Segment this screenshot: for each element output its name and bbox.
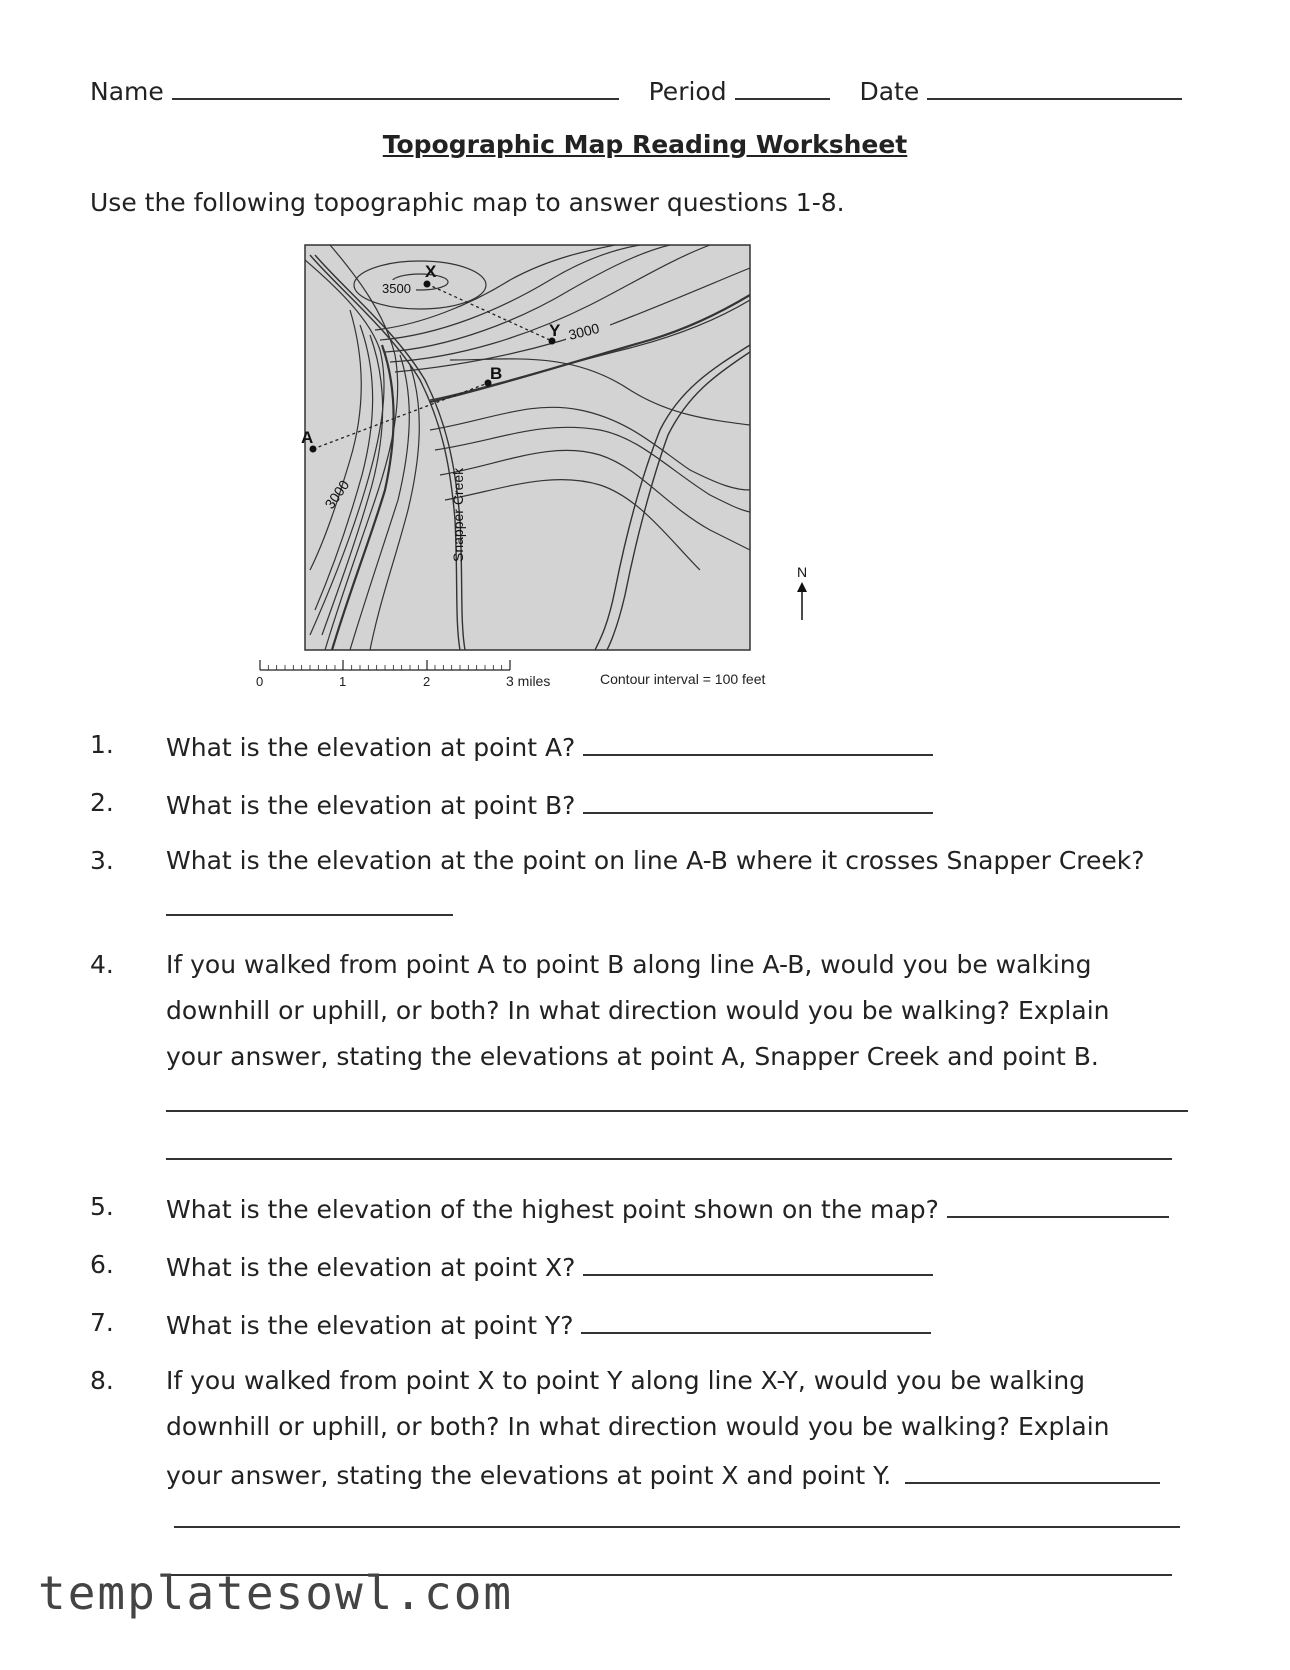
q8-answer-inline[interactable] [905,1458,1160,1484]
q6-prompt: What is the elevation at point X? [166,1253,576,1282]
date-field[interactable] [927,74,1182,100]
q6-number: 6. [90,1250,114,1279]
scale-tick-1: 1 [339,674,347,689]
point-y-label: Y [549,321,561,340]
q8-line-3: your answer, stating the elevations at point X and point Y. [166,1461,892,1490]
q5-text [166,1192,1169,1224]
contour-label-3000-top: 3000 [566,319,601,343]
point-b-label: B [490,364,503,383]
q4-line-3: your answer, stating the elevations at point A, Snapper Creek and point B. [166,1042,1099,1071]
q6-text [166,1250,933,1282]
contour-interval: Contour interval = 100 feet [600,671,766,687]
q8-number: 8. [90,1366,114,1395]
q4-answer-line-1[interactable] [166,1110,1188,1112]
q2-answer[interactable] [583,788,933,814]
q2-prompt: What is the elevation at point B? [166,791,576,820]
scale-tick-3: 3 miles [506,673,551,689]
name-field[interactable] [172,74,619,100]
north-label: N [797,564,808,580]
contour-label-3000-left: 3000 [321,477,353,512]
point-a-label: A [301,428,314,447]
q5-answer[interactable] [947,1192,1169,1218]
q7-prompt: What is the elevation at point Y? [166,1311,574,1340]
q8-line-3-wrap [166,1458,1160,1490]
north-arrow-icon [797,582,807,620]
q6-answer[interactable] [583,1250,933,1276]
point-x-marker [424,281,431,288]
q1-answer[interactable] [583,730,933,756]
scale-tick-0: 0 [256,674,264,689]
q5-number: 5. [90,1192,114,1221]
q4-line-2: downhill or uphill, or both? In what direction would you be walking? Explain [166,996,1110,1025]
period-label: Period [648,77,727,106]
q1-number: 1. [90,730,114,759]
q8-answer-line-1[interactable] [174,1526,1180,1528]
q3-prompt: What is the elevation at the point on line A-B where it crosses Snapper Creek? [166,846,1145,875]
q1-text [166,730,933,762]
q7-text [166,1308,931,1340]
scale-tick-2: 2 [423,674,431,689]
q3-answer[interactable] [166,914,453,916]
q2-text [166,788,933,820]
topographic-map [256,240,820,700]
period-field[interactable] [735,74,830,100]
q3-number: 3. [90,846,114,875]
q7-answer[interactable] [581,1308,931,1334]
q2-number: 2. [90,788,114,817]
worksheet-title: Topographic Map Reading Worksheet [382,130,908,159]
name-label: Name [90,77,164,106]
q4-line-1: If you walked from point A to point B along line A-B, would you be walking [166,950,1092,979]
contour-label-3500: 3500 [382,281,411,296]
q8-line-1: If you walked from point X to point Y along line X-Y, would you be walking [166,1366,1086,1395]
instructions: Use the following topographic map to answer questions 1-8. [90,188,845,217]
q5-prompt: What is the elevation of the highest point shown on the map? [166,1195,939,1224]
point-x-label: X [425,262,437,281]
q4-answer-line-2[interactable] [166,1158,1172,1160]
q7-number: 7. [90,1308,114,1337]
q1-prompt: What is the elevation at point A? [166,733,576,762]
q4-number: 4. [90,950,114,979]
creek-label: Snapper Creek [450,467,466,562]
map-frame [305,245,750,650]
header-line [90,74,1182,106]
watermark: templatesowl.com [38,1566,514,1620]
date-label: Date [859,77,920,106]
q8-line-2: downhill or uphill, or both? In what direction would you be walking? Explain [166,1412,1110,1441]
